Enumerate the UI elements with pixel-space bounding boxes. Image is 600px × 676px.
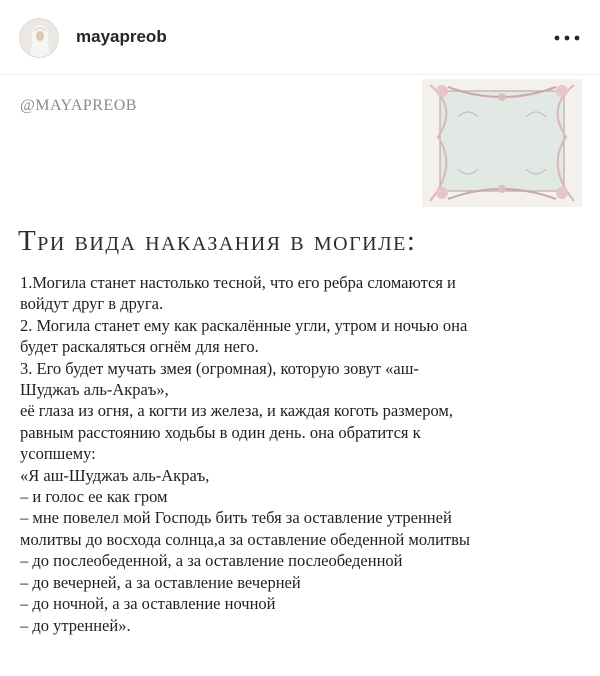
body-line: – до вечерней, а за оставление вечерней <box>20 572 301 592</box>
avatar[interactable] <box>19 18 59 58</box>
body-line: – до утренней». <box>20 615 131 635</box>
more-options-icon[interactable] <box>551 23 583 51</box>
body-line: войдут друг в друга. <box>20 294 164 314</box>
body-line: равным расстоянию ходьбы в один день. она обратится к <box>20 422 421 442</box>
body-line: её глаза из огня, а когти из железа, и каждая коготь размером, <box>20 401 453 421</box>
body-line: молитвы до восхода солнца,а за оставление обеденной молитвы <box>20 529 471 549</box>
post-header <box>0 0 600 75</box>
body-line: 3. Его будет мучать змея (огромная), которую зовут «аш- <box>20 358 419 378</box>
post-handle: @MAYAPREOB <box>20 97 137 114</box>
body-line: – до ночной, а за оставление ночной <box>20 594 276 614</box>
body-line: 1.Могила станет настолько тесной, что его ребра сломаются и <box>20 273 456 292</box>
post-body-text <box>20 272 585 636</box>
body-line: «Я аш-Шуджаъ аль-Акраъ, <box>20 465 210 485</box>
ornamental-frame-image <box>418 77 586 209</box>
post-title: Три вида наказания в могиле: <box>18 225 417 257</box>
body-line: – мне повелел мой Господь бить тебя за оставление утренней <box>20 508 452 528</box>
body-line: Шуджаъ аль-Акраъ», <box>20 380 169 400</box>
body-line: будет раскаляться огнём для него. <box>20 337 259 357</box>
body-line: усопшему: <box>20 444 96 464</box>
body-line: – и голос ее как гром <box>20 487 168 507</box>
username[interactable]: mayapreob <box>76 27 167 46</box>
post-image <box>0 75 600 676</box>
body-line: 2. Могила станет ему как раскалённые угли, утром и ночью она <box>20 315 468 335</box>
body-line: – до послеобеденной, а за оставление послеобеденной <box>20 551 403 571</box>
